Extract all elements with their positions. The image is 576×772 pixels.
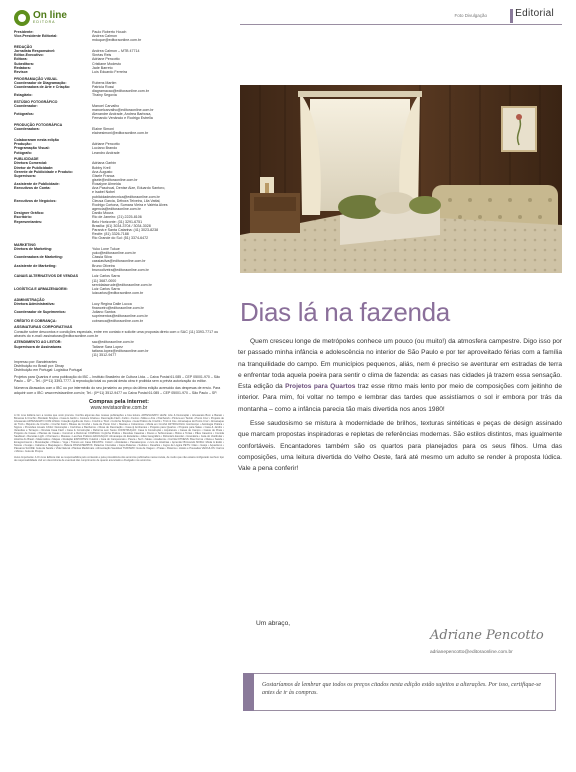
staff-role	[14, 131, 92, 135]
staff-section	[14, 243, 224, 272]
masthead-column	[14, 10, 224, 765]
buy-online-label: Compras pela internet:	[89, 398, 149, 405]
staff-role: LOGÍSTICA E ARMAZENAGEM:	[14, 286, 68, 291]
staff-row	[14, 70, 224, 74]
staff-value: Ana Augusto	[92, 169, 113, 174]
service-value: tatiana.lopez@editoraonline.com.br	[92, 348, 149, 353]
staff-value: Luiz Carlos Sarra	[92, 274, 120, 279]
staff-role: MARKETING	[14, 242, 36, 247]
staff-value: e Isabel Nobel	[92, 190, 115, 195]
staff-value: Thainy Segovia	[92, 93, 117, 98]
staff-role: Coordenadora de Arte e Criação:	[14, 84, 71, 89]
staff-role	[14, 291, 92, 295]
staff-role: Subeditora:	[14, 61, 34, 66]
staff-role: Coordenadora:	[14, 127, 40, 132]
staff-value: Adriana Garbin	[92, 161, 117, 166]
staff-value: Paulo Roberto Houch	[92, 30, 127, 34]
staff-value: Patricia Rossi	[92, 84, 114, 89]
staff-value: Lucy Regina Dalle Lucca	[92, 301, 132, 306]
staff-value: Rodrigo Cortona, Sumara Vieira e Valéria Alves	[92, 202, 168, 207]
staff-value: diagramacao@editoraonline.com.br	[92, 89, 149, 94]
corporate-signatures-head: ASSINATURAS CORPORATIVAS	[14, 325, 73, 330]
service-label	[14, 353, 92, 357]
section-tag: Editorial	[515, 8, 554, 19]
staff-value: yuko@editoraonline.com.br	[92, 251, 136, 256]
staff-role: Diretora de Marketing:	[14, 247, 53, 251]
staff-role: REDAÇÃO	[14, 44, 33, 49]
staff-role: Redatora:	[14, 65, 31, 70]
logo-name: On line	[33, 10, 67, 22]
staff-value: Luciano Brando	[92, 146, 118, 151]
staff-role: Colaboraram nesta edição	[14, 138, 59, 143]
staff-value: suprimentos@editoraonline.com.br	[92, 314, 148, 319]
staff-value: Cleusa Garcia, Débora Teixeira, Lila Vattal,	[92, 198, 161, 203]
bedroom-photo	[240, 85, 562, 273]
staff-value: cassiasilva@editoraonline.com.br	[92, 259, 146, 264]
staff-role: Assistente de Marketing:	[14, 263, 57, 268]
staff-value: Adriane Pencotto	[92, 142, 120, 147]
staff-role: Coordenadora de Marketing:	[14, 255, 63, 260]
service-row	[14, 353, 224, 357]
staff-section	[14, 77, 224, 98]
staff-section	[14, 100, 224, 121]
closing: Um abraço,	[256, 620, 291, 627]
staff-value: agencia@editoraonline.com.br	[92, 207, 141, 212]
staff-value: Cristiane Modesto	[92, 61, 121, 66]
staff-value: Juliano Santos	[92, 310, 116, 315]
staff-role: Assistente de Publicidade:	[14, 182, 60, 187]
staff-row	[14, 319, 224, 323]
staff-value: Rosalyne Almeida	[92, 182, 121, 187]
staff-value: cobranca@editoraonline.com.br	[92, 318, 143, 323]
header-rule	[240, 24, 562, 25]
staff-section	[14, 274, 224, 295]
staff-role: Fotógrafos:	[14, 112, 34, 117]
staff-role: Diretora Comercial:	[14, 161, 48, 166]
staff-role: Designer Gráfico:	[14, 211, 45, 216]
staff-value: Recife: (81) 3326-7188	[92, 232, 129, 237]
corporate-signatures-text: Consulte sobre descontos e condições especiais, entre em contato e solicite uma proposta direto com o SAC (11) 3393-7717 ou através do e-mail: assinaturas@editoraonline.com.br	[14, 329, 219, 338]
staff-role: CANAIS ALTERNATIVOS DE VENDAS	[14, 274, 79, 279]
staff-value: servidatacrude@editoraonline.com.br	[92, 282, 152, 287]
staff-role: Coordenador de Diagramação:	[14, 80, 67, 85]
staff-value: Jade Barreto	[92, 65, 113, 70]
staff-value: Cássia Silva	[92, 255, 112, 260]
staff-role: Coordenador:	[14, 104, 38, 108]
service-value: sac@editoraonline.com.br	[92, 340, 134, 345]
staff-section	[14, 30, 224, 42]
staff-role: PRODUÇÃO FOTOGRÁFICA	[14, 123, 63, 128]
staff-value: Leandro Andrade	[92, 150, 120, 155]
staff-row	[14, 131, 224, 135]
staff-value: luizcarlos@editoraonline.com.br	[92, 291, 144, 296]
staff-value: Belo Horizonte: (31) 3291-6751	[92, 219, 143, 224]
buy-online-url[interactable]: www.revistaonline.com.br	[90, 404, 148, 411]
logo-mark-icon	[14, 10, 30, 26]
staff-value: mduque@editoraonline.com.br	[92, 38, 142, 43]
service-value: Tatiane Sara Lopez	[92, 344, 123, 349]
service-label: ATENDIMENTO AO LEITOR:	[14, 340, 62, 345]
staff-value: publicidadeotecnica@editoraonline.com.br	[92, 194, 160, 199]
staff-row	[14, 38, 224, 42]
staff-role: Fotógrafo:	[14, 150, 32, 155]
author-email[interactable]: adrianepencotto@editoraonline.com.br	[430, 650, 513, 655]
paragraph-1: Quem cresceu longe de metrópoles conhece um pouco (ou muito!) da atmosfera campestre. Digo isso por ter passado minha infância e adolescência no interior de São Paulo e por ter aproveitado férias com a família na tranquilidade do campo. Em municípios pequenos, aliás, nem é preciso se aventurar em estradas de terra e enfrentar toda aquela poeira para sentir o clima de fazenda: as casas nas cidades já trazem essa sensação. Esta edição da Projetos para Quartos traz esse ritmo mais lento por meio de composições com jeitinho de interior. Para mim, foi voltar no tempo e lembrar das tardes que assistíamos o sol ir embora por trás da montanha – como a infância parecia tão mais divertida nos anos 1980!	[238, 338, 562, 413]
print-line: Distribuição em Portugal: Logística Portugal	[14, 368, 83, 373]
staff-value: Luís Eduardo Ferreira	[92, 69, 127, 74]
staff-value: Andrea Calmon – MTB 47714	[92, 49, 140, 54]
staff-value: financeiro@editoraonline.com.br	[92, 306, 144, 311]
corporate-signatures	[14, 325, 224, 338]
staff-value: Bruno Oliveira	[92, 263, 115, 268]
staff-role: Executivos de Conta:	[14, 186, 51, 191]
staff-section	[14, 298, 224, 323]
staff-section	[14, 157, 224, 240]
staff-role	[14, 236, 92, 240]
staff-row	[14, 291, 224, 295]
staff-value: Luiz Carlos Sarra	[92, 286, 120, 291]
staff-role: Presidente:	[14, 30, 34, 34]
staff-role: CRÉDITO E COBRANÇA:	[14, 318, 57, 323]
staff-role: Diretor de Publicidade:	[14, 165, 54, 170]
back-issues: Números Atrasados com o IBC ou por intermédio do seu jornaleiro ao preço da última edição acrescido das despesas de envio. Para adquirir com o IBC: www.revistaonline.com.br, Tel.: (0**11) 3512-9477 ou Caixa Postal 61.085 – CEP 05001-970 – São Paulo – SP.	[14, 386, 221, 395]
magazine-name: Projetos para Quartos	[285, 383, 356, 391]
staff-list	[14, 30, 224, 323]
staff-value: Fernando Venâncio e Rodrigo Estrella	[92, 116, 153, 121]
staff-role: Executivos de Negócios:	[14, 198, 57, 203]
staff-value: Bobby Krell	[92, 165, 111, 170]
service-label: Supervisora de Assinaturas	[14, 344, 62, 349]
service-value: (11) 3512-9477	[92, 352, 117, 357]
staff-role: Gerente de Publicidade e Produto:	[14, 169, 73, 174]
staff-row	[14, 268, 224, 272]
editorial-column	[240, 0, 562, 772]
staff-role: Vice-Presidente Editorial:	[14, 34, 58, 39]
staff-role: Jornalista Responsável:	[14, 49, 56, 54]
staff-row	[14, 151, 224, 155]
staff-value: elainesimoni@editoraonline.com.br	[92, 131, 149, 136]
staff-value: Andrea Calmon	[92, 34, 117, 39]
price-notice-box	[243, 673, 556, 711]
staff-value: Adriane Pencotto	[92, 57, 120, 62]
staff-role	[14, 116, 92, 120]
price-notice-bar	[243, 673, 254, 711]
print-info	[14, 360, 224, 372]
staff-role: Estagiário:	[14, 93, 33, 98]
publications-list: A On Line Editora tem a revista que você procura. Confira algumas das nossas publicações e boa leitura. ARTESANATO LEVE: Arte & Decoração • Artesanato Bom e Barato • Bonecas & Crochê • Bordado Simples • Casa & Jardim • Costura Criativa • Decoração Fácil • Feltro • Fuxico • Mãos e Arte • Patchwork • Pintura em Tecido • Ponto Cruz • Projetos de Artesanato ARTESANATO COM LINHA: Coleção Agulha de Ouro • Crochê e Tricô • Cozinha Simples • Guia Prático de Crochê • Tricô & Cia • Almanaque do Ponto Cruz • Almanaque do Tricô • Biquínis de Crochê • Crochê Fácil • Blusas de Crochê • Guia de Ponto Cruz • Mantas e Cobertores • Moda em Crochê ASTROLOGIA: Horóscopo • Astrologia Prática • Signos • Previsões Anuais CASA: Decoração • Cozinhas e Banheiros • Dicas de Decoração • Casa & Ambientes • Projetos para Quartos • Projetos para Salas • Casa & Jardim • Varandas e Terraços • Revista Casa Fácil • Casa & Construção • Reforma sem Susto CONSTRUÇÃO: Casa & Construção • Arquitetura • Casas de Campo • Casas de Praia • Projetos de Casas • Plantas de Casas • Construir e Reformar COZINHA: Cozinha Prática • Receitas Caseiras • Doces e Sobremesas • Bolos e Tortas • Pães Caseiros • Comida Saudável • Receitas Light • Churrasco • Massas • Lanches Práticos EDUCAÇÃO: Almanaque do Estudante • Atlas Geográfico • Dicionário Escolar • Gramática • Guia do Vestibular • História do Brasil • Matemática • Mapas • Redação ESPORTES: Futebol • Guia do Campeonato • Pesca • Surf • Skate • Academia • Corrida FITNESS: Boa Forma • Dieta e Saúde • Emagrecimento • Musculação • Pilates • Yoga • Treinos em Casa INFANTIL: Colorir • Atividades • Passatempos • Livro de Histórias • Aprender Brincando MODA: Moda & Estilo • Noivas • Festas • Cabelos e Maquiagem • Beleza PASSATEMPOS: Palavras Cruzadas • Caça-Palavras • Sudoku • Desafios • Jogos de Lógica PETS: Cães • Gatos • Aquarismo • Pássaros SAÚDE: Guia da Saúde • Vida Natural • Plantas Medicinais • Alimentação Saudável TURISMO: Guia de Viagem • Praias • Roteiros • Hotéis e Pousadas VEÍCULOS: Carros • Motos • Guia de Preços	[14, 413, 224, 454]
staff-value: Rio Grande do Sul: (51) 3374-6472	[92, 236, 149, 241]
photo-credit: Foto Divulgação	[454, 13, 487, 18]
staff-role: Revisor:	[14, 69, 29, 74]
staff-role: Diretora Administrativa:	[14, 301, 55, 306]
signature: Adriane Pencotto	[430, 628, 544, 643]
staff-value: Rubens Martim	[92, 80, 117, 85]
staff-value: Gisele Franca	[92, 173, 115, 178]
staff-value: Sinéas Reis	[92, 53, 112, 58]
staff-section	[14, 123, 224, 135]
staff-value: gisele@editoraonline.com.br	[92, 178, 138, 182]
print-line: Impresso por: Bandeirantes	[14, 360, 57, 364]
staff-value: Ana Paschoal, Denise Alze, Eduardo Santoro,	[92, 186, 166, 191]
staff-value: Rio de Janeiro: (21) 2225-8106	[92, 215, 142, 220]
paragraph-2: Esse saudosismo se mistura à modernidade de brilhos, texturas sintéticas e peças de design assinado que marcam propostas inspiradoras e repletas de referências modernas. São estilos distintos, mas igualmente confortáveis. Encantadores também são os quartos para planejados para os seus filhos. Uma das composições, uma leitura divertida do Velho Oeste, fará até mesmo um adulto se render à proposta lúdica. Vale a pena conferir!	[238, 420, 562, 473]
price-notice: Gostaríamos de lembrar que todos os preços citados nesta edição estão sujeitos a alterações. Por isso, certifique-se antes de ir às compras.	[262, 682, 542, 696]
staff-role	[14, 38, 92, 42]
logo-sub: EDITORA	[33, 20, 56, 25]
staff-role: Coordenador de Suprimentos:	[14, 310, 66, 315]
staff-value: Yuko Lone Tukue	[92, 247, 120, 251]
staff-value: Danilo Moura	[92, 211, 114, 216]
staff-role: Representantes:	[14, 219, 43, 224]
staff-row	[14, 236, 224, 240]
staff-row	[14, 116, 224, 120]
staff-role: PROGRAMAÇÃO VISUAL	[14, 76, 58, 81]
staff-role: PUBLICIDADE	[14, 157, 39, 162]
staff-value: manoelcarvalho@editoraonline.com.br	[92, 108, 154, 113]
legal-notice: Projetos para Quartos é uma publicação do IBC – Instituto Brasileiro de Cultura Ltda. – Caixa Postal 61.085 – CEP 05001-970 – São Paulo – SP – Tel.: (0**11) 3393-7777. A reprodução total ou parcial desta obra é proibida sem a prévia autorização do editor.	[14, 375, 220, 384]
editorial-body	[238, 336, 562, 478]
staff-role: Programação Visual:	[14, 146, 50, 151]
disclaimer: Aviso Importante: A On Line Editora não se responsabiliza pelo conteúdo e pela procedência dos anúncios publicados nesta revista, de modo que não estará configurado nenhum tipo de responsabilidade civil em decorrência de eventual não cumprimento de quanto anunciado e divulgado nos anúncios.	[14, 456, 224, 463]
staff-value: Brasília: (61) 3034-3704 / 3034-3028	[92, 223, 151, 228]
staff-value: Paraná e Santa Catarina: (41) 3023-8238	[92, 227, 159, 232]
staff-role: Supervisora:	[14, 173, 36, 178]
staff-section	[14, 138, 224, 155]
staff-role: Escritório:	[14, 215, 32, 220]
staff-role: Editora:	[14, 57, 28, 62]
staff-row	[14, 93, 224, 97]
reader-service	[14, 340, 224, 357]
staff-role	[14, 268, 92, 272]
publisher-logo	[14, 10, 224, 26]
staff-section	[14, 45, 224, 74]
staff-value: brunooliveira@editoraonline.com.br	[92, 267, 149, 272]
print-line: Distribuição no Brasil por: Dinap	[14, 364, 64, 369]
staff-role: Editor-Executivo:	[14, 53, 44, 58]
headline: Dias lá na fazenda	[240, 297, 450, 327]
staff-role: ADMINISTRAÇÃO	[14, 297, 45, 302]
staff-value: (11) 3687-0000	[92, 278, 117, 283]
staff-value: Manoel Carvalho	[92, 104, 120, 108]
staff-value: Alexandre Andrade, Andrea Barbosa,	[92, 112, 152, 117]
staff-role: Produção:	[14, 142, 32, 147]
staff-role: ESTÚDIO FOTOGRÁFICO	[14, 99, 58, 104]
staff-value: Elaine Simoni	[92, 127, 114, 132]
